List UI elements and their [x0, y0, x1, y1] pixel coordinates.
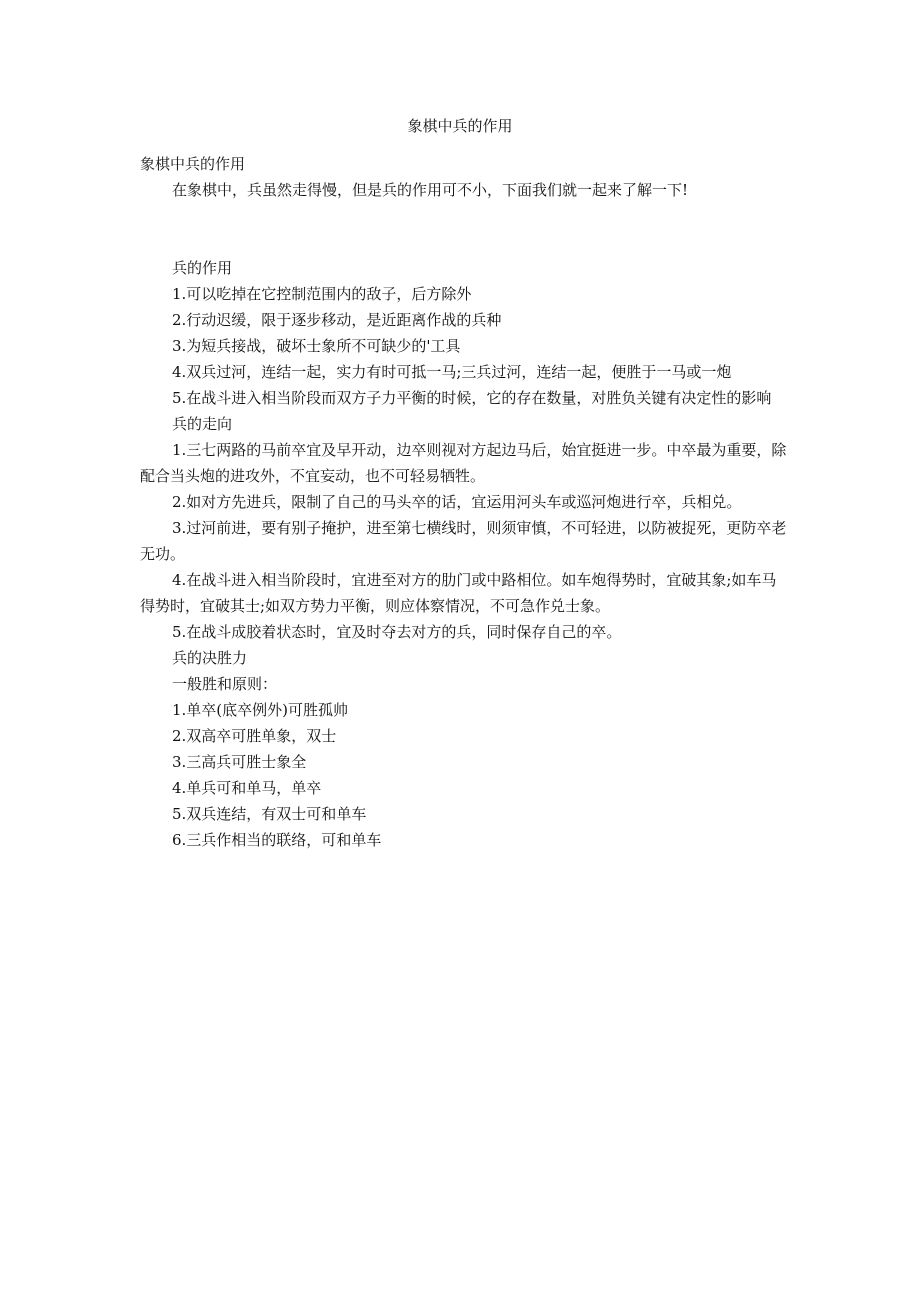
direction-item-2: 2.如对方先进兵，限制了自己的马头卒的话，宜运用河头车或巡河炮进行卒，兵相兑。 [172, 493, 742, 511]
role-item-2: 2.行动迟缓，限于逐步移动，是近距离作战的兵种 [172, 311, 502, 329]
winning-item-3: 3.三高兵可胜士象全 [172, 753, 307, 771]
role-item-1: 1.可以吃掉在它控制范围内的敌子，后方除外 [172, 285, 472, 303]
winning-item-4: 4.单兵可和单马，单卒 [172, 779, 322, 797]
direction-item-4: 4.在战斗进入相当阶段时，宜进至对方的肋门或中路相位。如车炮得势时，宜破其象;如车马得势时，宜破其士;如双方势力平衡，则应体察情况，不可急作兑士象。 [140, 571, 777, 615]
document-title: 象棋中兵的作用 [407, 117, 513, 135]
document-body [140, 151, 788, 853]
winning-subheading: 一般胜和原则： [172, 675, 278, 693]
direction-item-1: 1.三七两路的马前卒宜及早开动，边卒则视对方起边马后，始宜挺进一步。中卒最为重要，除配合当头炮的进攻外，不宜妄动，也不可轻易牺牲。 [140, 441, 787, 485]
winning-item-6: 6.三兵作相当的联络，可和单车 [172, 831, 382, 849]
winning-item-2: 2.双高卒可胜单象，双士 [172, 727, 337, 745]
direction-item-5: 5.在战斗成胶着状态时，宜及时夺去对方的兵，同时保存自己的卒。 [172, 623, 622, 641]
role-item-4: 4.双兵过河，连结一起，实力有时可抵一马;三兵过河，连结一起，便胜于一马或一炮 [172, 363, 732, 381]
section-heading-winning-power: 兵的决胜力 [172, 649, 248, 667]
winning-item-1: 1.单卒(底卒例外)可胜孤帅 [172, 701, 349, 719]
winning-item-5: 5.双兵连结，有双士可和单车 [172, 805, 367, 823]
section-heading-role: 兵的作用 [172, 259, 233, 277]
document-subtitle: 象棋中兵的作用 [140, 155, 246, 173]
role-item-5: 5.在战斗进入相当阶段而双方子力平衡的时候，它的存在数量，对胜负关键有决定性的影响 [172, 389, 772, 407]
intro-paragraph: 在象棋中，兵虽然走得慢，但是兵的作用可不小，下面我们就一起来了解一下! [172, 181, 689, 199]
role-item-3: 3.为短兵接战，破坏士象所不可缺少的'工具 [172, 337, 461, 355]
direction-item-3: 3.过河前进，要有别子掩护，进至第七横线时，则须审慎，不可轻进，以防被捉死，更防卒老无功。 [140, 519, 787, 563]
section-heading-direction: 兵的走向 [172, 415, 233, 433]
blank-space [140, 203, 788, 255]
